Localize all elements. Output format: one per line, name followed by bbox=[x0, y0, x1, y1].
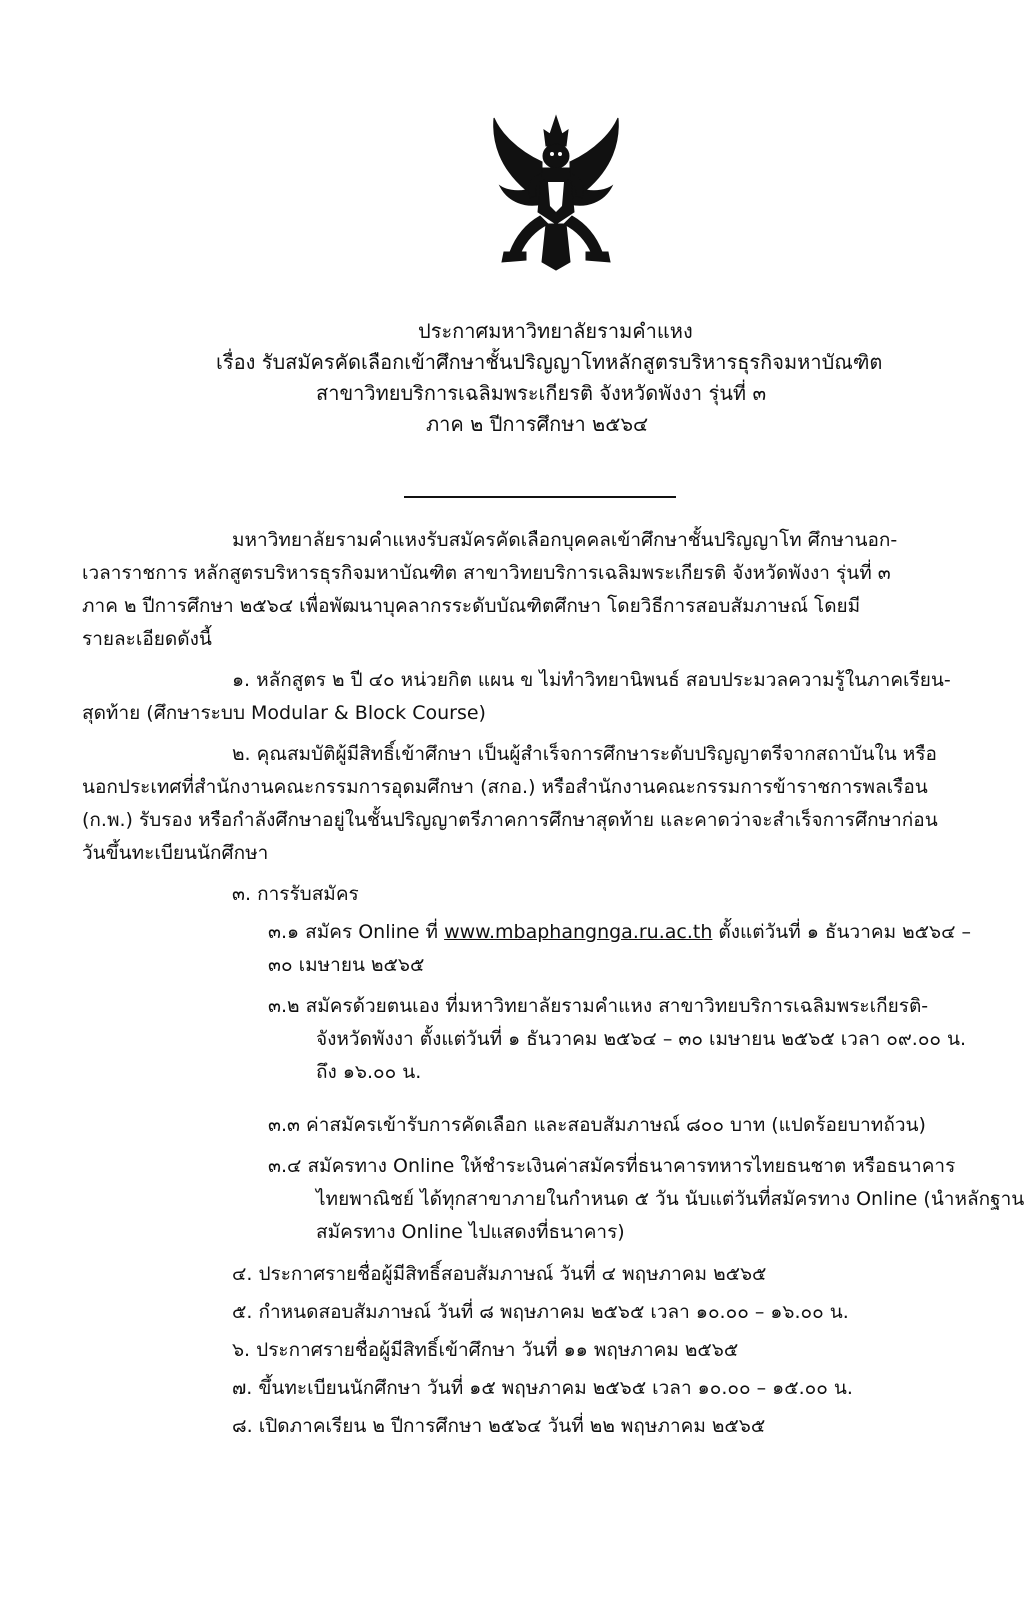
item-1-line-2: สุดท้าย (ศึกษาระบบ Modular & Block Course) bbox=[82, 702, 486, 724]
item-3-3-line-1: ๓.๓ ค่าสมัครเข้ารับการคัดเลือก และสอบสัมภาษณ์ ๘๐๐ บาท (แปดร้อยบาทถ้วน) bbox=[268, 1114, 926, 1136]
item-1-line-1: ๑. หลักสูตร ๒ ปี ๔๐ หน่วยกิต แผน ข ไม่ทำวิทยานิพนธ์ สอบประมวลความรู้ในภาคเรียน- bbox=[232, 669, 951, 691]
item-2-line-2: นอกประเทศที่สำนักงานคณะกรรมการอุดมศึกษา (สกอ.) หรือสำนักงานคณะกรรมการข้าราชการพลเรือน bbox=[82, 776, 928, 798]
item-3-2-line-2: จังหวัดพังงา ตั้งแต่วันที่ ๑ ธันวาคม ๒๕๖๔ – ๓๐ เมษายน ๒๕๖๕ เวลา ๐๙.๐๐ น. bbox=[316, 1028, 967, 1050]
item-3-1-suffix: ตั้งแต่วันที่ ๑ ธันวาคม ๒๕๖๔ – bbox=[712, 921, 972, 943]
item-8: ๘. เปิดภาคเรียน ๒ ปีการศึกษา ๒๕๖๔ วันที่ ๒๒ พฤษภาคม ๒๕๖๕ bbox=[232, 1415, 766, 1437]
item-7: ๗. ขึ้นทะเบียนนักศึกษา วันที่ ๑๕ พฤษภาคม ๒๕๖๕ เวลา ๑๐.๐๐ – ๑๕.๐๐ น. bbox=[232, 1377, 853, 1399]
item-3-4-line-1: ๓.๔ สมัครทาง Online ให้ชำระเงินค่าสมัครที่ธนาคารทหารไทยธนชาต หรือธนาคาร bbox=[268, 1155, 956, 1177]
intro-line-1: มหาวิทยาลัยรามคำแหงรับสมัครคัดเลือกบุคคลเข้าศึกษาชั้นปริญญาโท ศึกษานอก- bbox=[232, 529, 898, 551]
intro-line-2: เวลาราชการ หลักสูตรบริหารธุรกิจมหาบัณฑิต สาขาวิทยบริการเฉลิมพระเกียรติ จังหวัดพังงา รุ่นที่ ๓ bbox=[82, 562, 891, 584]
intro-line-4: รายละเอียดดังนี้ bbox=[82, 628, 212, 650]
item-3-1-prefix: ๓.๑ สมัคร Online ที่ bbox=[268, 921, 445, 943]
item-5: ๕. กำหนดสอบสัมภาษณ์ วันที่ ๘ พฤษภาคม ๒๕๖๕ เวลา ๑๐.๐๐ – ๑๖.๐๐ น. bbox=[232, 1301, 849, 1323]
title-line-2: เรื่อง รับสมัครคัดเลือกเข้าศึกษาชั้นปริญญาโทหลักสูตรบริหารธุรกิจมหาบัณฑิต bbox=[216, 350, 883, 374]
item-3-2-line-1: ๓.๒ สมัครด้วยตนเอง ที่มหาวิทยาลัยรามคำแหง สาขาวิทยบริการเฉลิมพระเกียรติ- bbox=[268, 995, 929, 1017]
item-2-line-1: ๒. คุณสมบัติผู้มีสิทธิ์เข้าศึกษา เป็นผู้สำเร็จการศึกษาระดับปริญญาตรีจากสถาบันใน หรือ bbox=[232, 743, 937, 765]
item-6: ๖. ประกาศรายชื่อผู้มีสิทธิ์เข้าศึกษา วันที่ ๑๑ พฤษภาคม ๒๕๖๕ bbox=[232, 1339, 739, 1361]
item-3-1-line-2: ๓๐ เมษายน ๒๕๖๕ bbox=[268, 954, 425, 976]
item-3-4-line-2: ไทยพาณิชย์ ได้ทุกสาขาภายในกำหนด ๕ วัน นับแต่วันที่สมัครทาง Online (นำหลักฐาน bbox=[316, 1188, 1024, 1210]
intro-line-3: ภาค ๒ ปีการศึกษา ๒๕๖๔ เพื่อพัฒนาบุคลากรระดับบัณฑิตศึกษา โดยวิธีการสอบสัมภาษณ์ โดยมี bbox=[82, 595, 861, 617]
application-website-link[interactable]: www.mbaphangnga.ru.ac.th bbox=[444, 921, 713, 943]
item-2-line-4: วันขึ้นทะเบียนนักศึกษา bbox=[82, 842, 269, 864]
item-3-heading: ๓. การรับสมัคร bbox=[232, 883, 359, 905]
garuda-emblem-icon bbox=[486, 112, 626, 272]
title-divider bbox=[404, 496, 676, 498]
item-3-4-line-3: สมัครทาง Online ไปแสดงที่ธนาคาร) bbox=[316, 1221, 625, 1243]
item-3-1-line-1 bbox=[268, 916, 971, 949]
title-line-4: ภาค ๒ ปีการศึกษา ๒๕๖๔ bbox=[426, 412, 649, 436]
item-2-line-3: (ก.พ.) รับรอง หรือกำลังศึกษาอยู่ในชั้นปริญญาตรีภาคการศึกษาสุดท้าย และคาดว่าจะสำเร็จการศึกษาก่อน bbox=[82, 809, 938, 831]
title-line-1: ประกาศมหาวิทยาลัยรามคำแหง bbox=[418, 319, 693, 343]
item-3-2-line-3: ถึง ๑๖.๐๐ น. bbox=[316, 1061, 422, 1083]
title-line-3: สาขาวิทยบริการเฉลิมพระเกียรติ จังหวัดพังงา รุ่นที่ ๓ bbox=[316, 381, 767, 405]
item-4: ๔. ประกาศรายชื่อผู้มีสิทธิ์สอบสัมภาษณ์ วันที่ ๔ พฤษภาคม ๒๕๖๕ bbox=[232, 1263, 767, 1285]
